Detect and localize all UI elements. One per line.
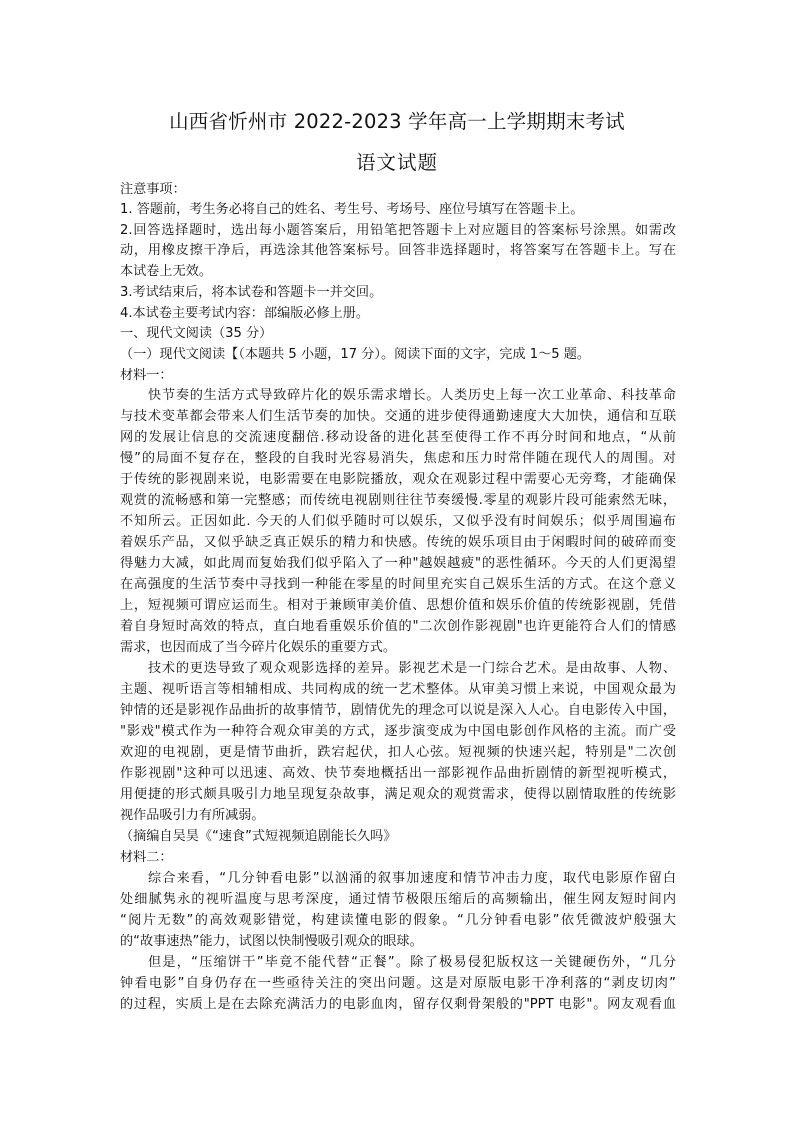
paragraph-line: 慢”的局面不复存在，整段的自我时光容易消失，焦虑和压力时常伴随在现代人的周围。对: [120, 451, 676, 466]
paragraph-line: 作影视剧"这种可以迅速、高效、快节奏地概括出一部影视作品曲折剧情的新型视听模式，: [120, 766, 676, 781]
paragraph-line: 着自身短时高效的特点，直白地看重娱乐价值的"二次创作影视剧"也许更能符合人们的情感: [120, 619, 676, 634]
paragraph-line: 技术的更迭导致了观众观影选择的差异。影视艺术是一门综合艺术。是由故事、人物、: [148, 661, 676, 676]
paragraph-line: 得魅力大减，如此周而复始我们似乎陷入了一种"越娱越疲"的恶性循环。今天的人们更渴望: [120, 556, 676, 571]
paragraph-line: 但是，“压缩饼干”毕竟不能代替“正餐”。除了极易侵犯版权这一关键硬伤外，“几分: [148, 955, 676, 970]
source-citation: （摘编自吴昊《“速食”式短视频追剧能长久吗》: [120, 829, 397, 844]
paragraph-line: 用便捷的形式颇具吸引力地呈现复杂故事，满足观众的观赏需求，使得以剧情取胜的传统影: [120, 787, 676, 802]
document-title: 山西省忻州市 2022-2023 学年高一上学期期末考试: [169, 110, 625, 133]
note-line: 本试卷上无效。: [120, 264, 212, 279]
note-line: 4.本试卷主要考试内容：部编版必修上册。: [120, 306, 370, 321]
paragraph-line: 不知所云。正因如此. 今天的人们似乎随时可以娱乐，又似乎没有时间娱乐；似乎周围遍布: [120, 514, 676, 529]
paragraph-line: 的过程，实质上是在去除充满活力的电影血肉，留存仅剩骨架般的"PPT 电影"。网友观看血: [120, 997, 676, 1012]
paragraph-line: 与技术变革都会带来人们生活节奏的加快。交通的进步使得通勤速度大大加快，通信和互联: [120, 409, 676, 424]
paragraph-line: 欢迎的电视剧，更是情节曲折，跌宕起伏，扣人心弦。短视频的快速兴起，特别是"二次创: [120, 745, 676, 760]
note-line: 动，用橡皮擦干净后，再选涂其他答案标号。回答非选择题时，将答案写在答题卡上。写在: [120, 243, 676, 258]
section-subheading: （一）现代文阅读【（本题共 5 小题，17 分）。阅读下面的文字，完成 1～5 题。: [120, 347, 591, 362]
paragraph-line: 上，短视频可谓应运而生。相对于兼顾审美价值、思想价值和娱乐价值的传统影视剧，凭借: [120, 598, 676, 613]
material-label: 材料一：: [120, 368, 173, 383]
paragraph-line: 观赏的流畅感和第一完整感；而传统电视剧则往往节奏缓慢.零星的观影片段可能索然无味，: [120, 493, 676, 508]
material-label: 材料二：: [120, 850, 173, 865]
paragraph-line: 视作品吸引力有所减弱。: [120, 808, 265, 823]
paragraph-line: 综合来看，“几分钟看电影”以汹涌的叙事加速度和情节冲击力度，取代电影原作留白: [148, 871, 676, 886]
note-line: 3.考试结束后，将本试卷和答题卡一并交回。: [120, 285, 383, 300]
note-line: 2.回答选择题时，选出每小题答案后，用铅笔把答题卡上对应题目的答案标号涂黑。如需改: [120, 223, 676, 238]
note-line: 1. 答题前，考生务必将自己的姓名、考生号、考场号、座位号填写在答题卡上。: [120, 202, 584, 217]
paragraph-line: 着娱乐产品，又似乎缺乏真正娱乐的精力和快感。传统的娱乐项目由于闲暇时间的破碎而变: [120, 535, 676, 550]
document-subtitle: 语文试题: [355, 151, 438, 174]
notes-heading: 注意事项：: [120, 182, 186, 197]
paragraph-line: 的“故事速热”能力，试图以快制慢吸引观众的眼球。: [120, 934, 423, 949]
paragraph-line: 处细腻隽永的视听温度与思考深度，通过情节极限压缩后的高频输出，催生网友短时间内: [120, 892, 676, 907]
paragraph-line: "影戏"模式作为一种符合观众审美的方式，逐步演变成为中国电影创作风格的主流。而广受: [120, 724, 676, 739]
paragraph-line: 在高强度的生活节奏中寻找到一种能在零星的时间里充实自己娱乐生活的方式。在这个意义: [120, 577, 676, 592]
paragraph-line: 于传统的影视剧来说，电影需要在电影院播放，观众在观影过程中需要心无旁骛，才能确保: [120, 472, 676, 487]
paragraph-line: 钟情的还是影视作品曲折的故事情节，剧情优先的理念可以说是深入人心。自电影传入中国，: [120, 703, 676, 718]
paragraph-line: “阅片无数”的高效观影错觉，构建读懂电影的假象。“几分钟看电影”依凭微波炉般强大: [120, 913, 676, 928]
paragraph-line: 主题、视听语言等相辅相成、共同构成的统一艺术整体。从审美习惯上来说，中国观众最为: [120, 682, 676, 697]
paragraph-line: 需求，也因而成了当今碎片化娱乐的重要方式。: [120, 640, 396, 655]
paragraph-line: 快节奏的生活方式导致碎片化的娱乐需求增长。人类历史上每一次工业革命、科技革命: [148, 388, 676, 403]
paragraph-line: 钟看电影”自身仍存在一些亟待关注的突出问题。这是对原版电影干净利落的“剥皮切肉”: [120, 976, 676, 991]
paragraph-line: 网的发展让信息的交流速度翻倍.移动设备的进化甚至使得工作不再分时间和地点，“从前: [120, 430, 676, 445]
section-heading: 一、现代文阅读（35 分）: [120, 326, 273, 341]
